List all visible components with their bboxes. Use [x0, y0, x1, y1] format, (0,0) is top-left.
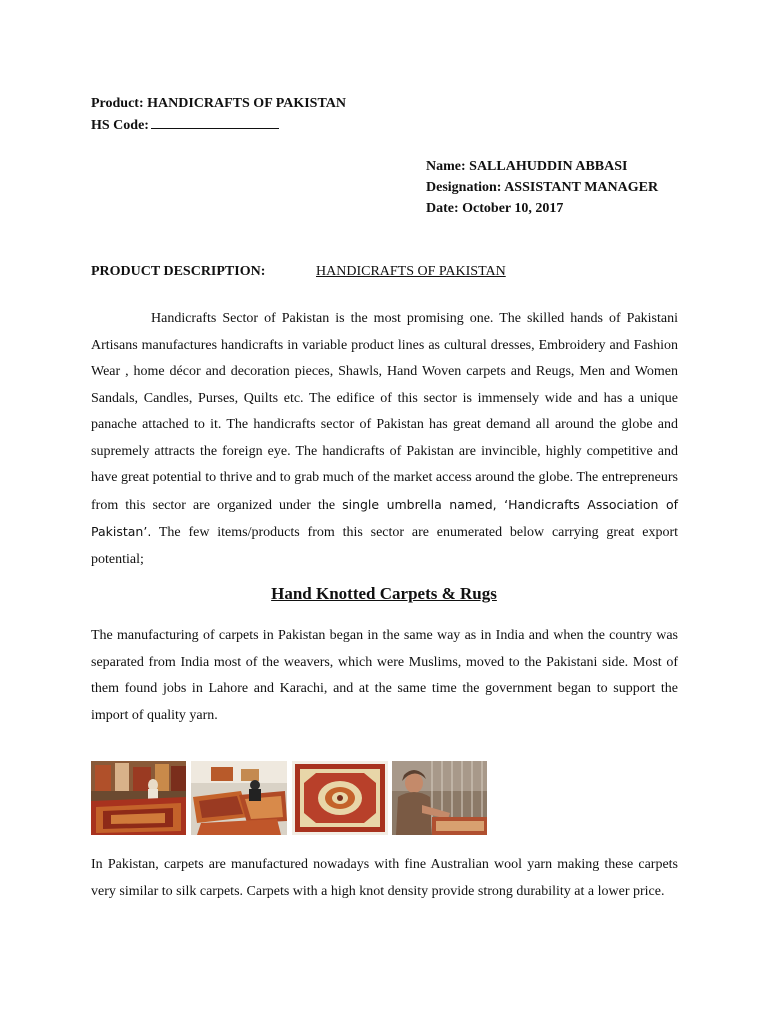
product-value: HANDICRAFTS OF PAKISTAN: [147, 96, 346, 111]
name-label: Name:: [426, 159, 466, 174]
hs-code-line: [91, 114, 346, 136]
designation-line: [426, 177, 658, 198]
designation-label: Designation:: [426, 180, 502, 195]
intro-text-after: The few items/products from this sector are enumerated below carrying great export potential;: [91, 525, 678, 567]
carpet-history-paragraph: The manufacturing of carpets in Pakistan began in the same way as in India and when the country was separated from India most of the weavers, which were Muslims, moved to the Pakistani side. Most of them found jobs in Lahore and Karachi, and at the same time the government began to support the import of quality yarn.: [91, 628, 678, 723]
section-heading: Hand Knotted Carpets & Rugs: [271, 584, 497, 603]
wool-yarn-paragraph: In Pakistan, carpets are manufactured nowadays with fine Australian wool yarn making these carpets very similar to silk carpets. Carpets with a high knot density provide strong durability at a lower price.: [91, 857, 678, 899]
header-right: [426, 156, 658, 219]
hs-code-blank: [151, 114, 279, 129]
product-description-value: HANDICRAFTS OF PAKISTAN: [316, 264, 506, 279]
carpet-photo-strip: [91, 761, 487, 835]
rugs-display-photo: [191, 761, 287, 835]
product-description-row: [91, 262, 691, 282]
header-left: [91, 93, 346, 136]
carpet-shop-photo: [91, 761, 186, 835]
intro-paragraph: [91, 306, 678, 573]
date-label: Date:: [426, 201, 459, 216]
association-name: single umbrella named, ‘Handicrafts Association of Pakistan’.: [91, 496, 678, 539]
product-line: [91, 93, 346, 114]
date-value: October 10, 2017: [462, 201, 564, 216]
product-label: Product:: [91, 96, 144, 111]
designation-value: ASSISTANT MANAGER: [504, 180, 659, 195]
date-line: [426, 198, 658, 219]
intro-text-before: Handicrafts Sector of Pakistan is the most promising one. The skilled hands of Pakistani Artisans manufactures handicrafts in variable product lines as cultural dresses, Embroidery and Fashion Wear , home décor and decoration pieces, Shawls, Hand Woven carpets and Reugs, Men and Women Sandals, Candles, Purses, Quilts etc. The edifice of this sector is immensely wide and has a unique panache attached to it. The handicrafts sector of Pakistan has great demand all around the globe and supremely attracts the foreign eye. The handicrafts of Pakistan are invincible, highly competitive and have great potential to thrive and to grab much of the market access around the globe. The entrepreneurs from this sector are organized under the: [91, 311, 678, 513]
hs-code-label: HS Code:: [91, 118, 149, 133]
weaver-photo: [392, 761, 487, 835]
name-line: [426, 156, 658, 177]
ornate-carpet-photo: [292, 761, 388, 835]
name-value: SALLAHUDDIN ABBASI: [469, 159, 628, 174]
product-description-label: PRODUCT DESCRIPTION:: [91, 264, 266, 279]
